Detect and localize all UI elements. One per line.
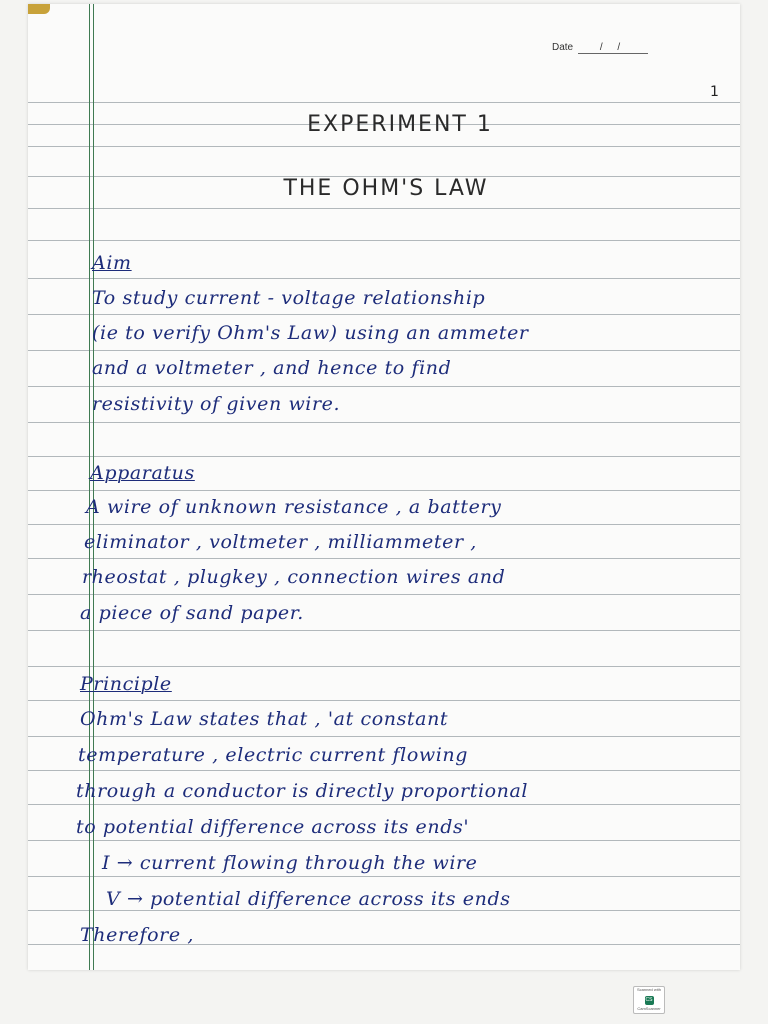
ruled-line (28, 840, 740, 841)
aim-line: (ie to verify Ohm's Law) using an ammeter (92, 322, 529, 344)
ruled-line (28, 102, 740, 103)
apparatus-line: eliminator , voltmeter , milliammeter , (84, 531, 477, 553)
apparatus-line: a piece of sand paper. (80, 602, 304, 624)
principle-line: temperature , electric current flowing (78, 744, 468, 766)
experiment-subtitle: THE OHM'S LAW (283, 176, 489, 201)
ruled-line (28, 350, 740, 351)
page-number: 1 (710, 84, 719, 100)
principle-line: I → current flowing through the wire (102, 852, 478, 874)
apparatus-line: rheostat , plugkey , connection wires and (82, 566, 506, 588)
ruled-line (28, 146, 740, 147)
ruled-line (28, 422, 740, 423)
aim-line: resistivity of given wire. (92, 393, 341, 415)
page-corner-tab (28, 4, 50, 14)
aim-line: and a voltmeter , and hence to find (92, 357, 452, 379)
ruled-line (28, 490, 740, 491)
ruled-line (28, 876, 740, 877)
ruled-line (28, 208, 740, 209)
date-field: / / (578, 42, 648, 54)
ruled-line (28, 910, 740, 911)
ruled-line (28, 314, 740, 315)
ruled-line (28, 558, 740, 559)
ruled-line (28, 736, 740, 737)
aim-heading: Aim (92, 252, 132, 274)
scanner-watermark (633, 986, 665, 1014)
ruled-line (28, 630, 740, 631)
date-label: Date (552, 42, 574, 53)
ruled-line (28, 700, 740, 701)
ruled-line (28, 666, 740, 667)
camscanner-logo-icon: CS (645, 997, 653, 1003)
apparatus-heading: Apparatus (90, 462, 195, 484)
principle-line: Ohm's Law states that , 'at constant (80, 708, 449, 730)
principle-line: through a conductor is directly proportional (76, 780, 529, 802)
ruled-line (28, 456, 740, 457)
principle-heading: Principle (80, 673, 172, 695)
scanner-caption: Scanned with (636, 987, 661, 992)
ruled-line (28, 804, 740, 805)
ruled-line (28, 594, 740, 595)
apparatus-line: A wire of unknown resistance , a battery (86, 496, 502, 518)
principle-line: to potential difference across its ends' (76, 816, 470, 838)
scanner-name: CamScanner (637, 1006, 661, 1011)
aim-line: To study current - voltage relationship (92, 287, 486, 309)
ruled-line (28, 524, 740, 525)
experiment-title: EXPERIMENT 1 (307, 112, 493, 137)
ruled-line (28, 278, 740, 279)
ruled-line (28, 386, 740, 387)
principle-line: Therefore , (80, 924, 194, 946)
principle-line: V → potential difference across its ends (106, 888, 511, 910)
ruled-line (28, 770, 740, 771)
ruled-line (28, 240, 740, 241)
